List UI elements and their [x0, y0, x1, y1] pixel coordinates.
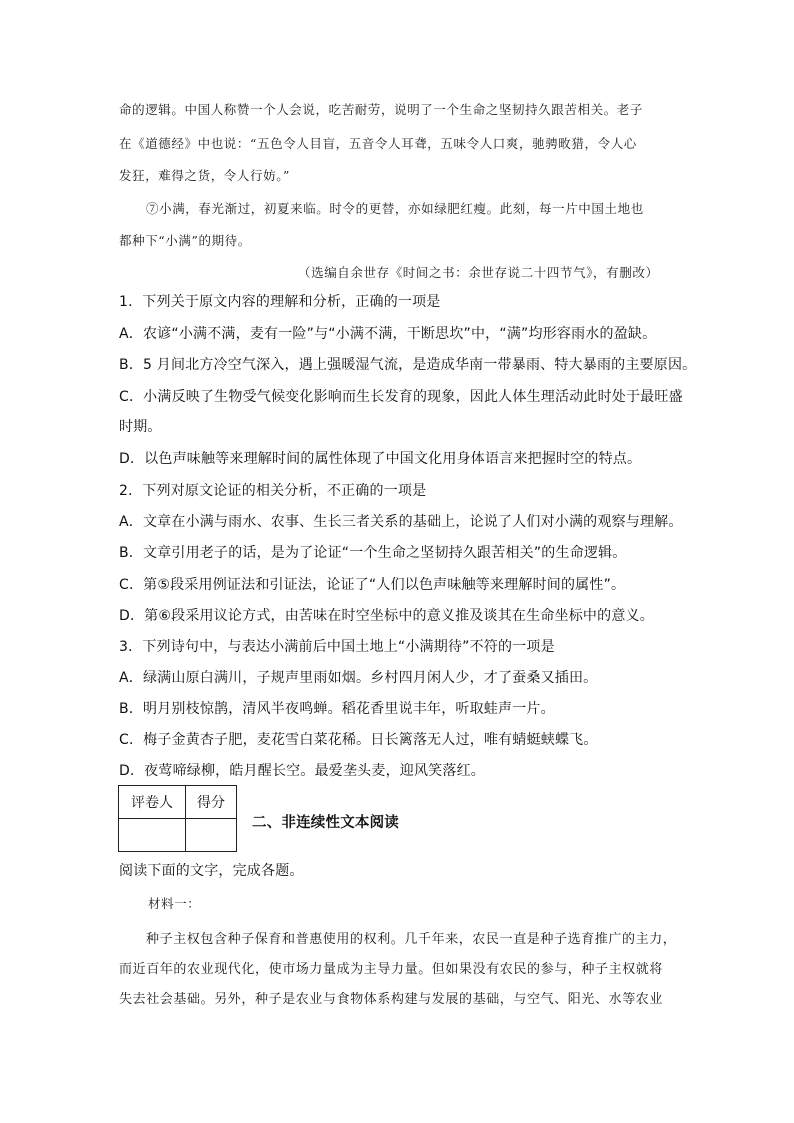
score-table-score-cell[interactable]: [186, 819, 237, 852]
question-2-option-c: C．第⑤段采用例证法和引证法，论证了“人们以色声味触等来理解时间的属性”。: [119, 577, 626, 593]
material-line-1: 种子主权包含种子保育和普惠使用的权利。几千年来，农民一直是种子选育推广的主力，: [146, 932, 677, 947]
passage-source: （选编自余世存《时间之书：余世存说二十四节气》，有删改）: [298, 265, 659, 280]
question-1-option-c: C．小满反映了生物受气候变化影响而生长发育的现象，因此人体生理活动此时处于最旺盛: [119, 389, 683, 405]
question-1-option-c-cont: 时期。: [119, 419, 162, 435]
question-1-option-a: A．农谚“小满不满，麦有一险”与“小满不满，干断思坎”中，“满”均形容雨水的盈缺。: [119, 326, 657, 342]
section-instruction: 阅读下面的文字，完成各题。: [119, 863, 304, 879]
question-2-stem: 2．下列对原文论证的相关分析，不正确的一项是: [119, 483, 427, 499]
question-2-option-b: B．文章引用老子的话，是为了论证“一个生命之坚韧持久跟苦相关”的生命逻辑。: [119, 545, 627, 561]
passage-line-3: 发狂，难得之货，令人行妨。”: [119, 168, 291, 183]
score-table: [118, 785, 237, 852]
score-table-grader-cell[interactable]: [119, 819, 186, 852]
question-3-option-a: A．绿满山原白满川，子规声里雨如烟。乡村四月闲人少，才了蚕桑又插田。: [119, 670, 598, 686]
passage-line-2: 在《道德经》中也说：“五色令人目盲，五音令人耳聋，五味令人口爽，驰骋畋猎，令人心: [119, 136, 637, 151]
passage-line-1: 命的逻辑。中国人称赞一个人会说，吃苦耐劳，说明了一个生命之坚韧持久跟苦相关。老子: [119, 102, 644, 117]
score-table-header-score: 得分: [186, 786, 237, 819]
question-3-option-b: B．明月别枝惊鹊，清风半夜鸣蝉。稻花香里说丰年，听取蛙声一片。: [119, 701, 555, 717]
question-3-option-d: D．夜莺啼绿柳，皓月醒长空。最爱垄头麦，迎风笑落红。: [119, 763, 485, 779]
material-line-3: 失去社会基础。另外，种子是农业与食物体系构建与发展的基础，与空气、阳光、水等农业: [119, 992, 664, 1007]
passage-line-5: 都种下“小满”的期待。: [119, 233, 251, 248]
section-title: 二、非连续性文本阅读: [252, 815, 399, 831]
material-line-2: 而近百年的农业现代化，使市场力量成为主导力量。但如果没有农民的参与，种子主权就将: [119, 962, 664, 977]
question-3-stem: 3．下列诗句中，与表达小满前后中国土地上“小满期待”不符的一项是: [119, 639, 555, 655]
question-1-option-d: D．以色声味触等来理解时间的属性体现了中国文化用身体语言来把握时空的特点。: [119, 451, 642, 467]
question-1-stem: 1．下列关于原文内容的理解和分析，正确的一项是: [119, 294, 441, 310]
passage-line-4: ⑦小满，春光渐过，初夏来临。时令的更替，亦如绿肥红瘦。此刻，每一片中国土地也: [146, 201, 644, 216]
material-label: 材料一：: [148, 896, 201, 911]
question-3-option-c: C．梅子金黄杏子肥，麦花雪白菜花稀。日长篱落无人过，唯有蜻蜓蛱蝶飞。: [119, 732, 598, 748]
question-2-option-a: A．文章在小满与雨水、农事、生长三者关系的基础上，论说了人们对小满的观察与理解。: [119, 514, 683, 530]
question-2-option-d: D．第⑥段采用议论方式，由苦味在时空坐标中的意义推及谈其在生命坐标中的意义。: [119, 608, 654, 624]
question-1-option-b: B．5 月间北方冷空气深入，遇上强暖湿气流，是造成华南一带暴雨、特大暴雨的主要原因。: [119, 357, 697, 373]
score-table-header-grader: 评卷人: [119, 786, 186, 819]
